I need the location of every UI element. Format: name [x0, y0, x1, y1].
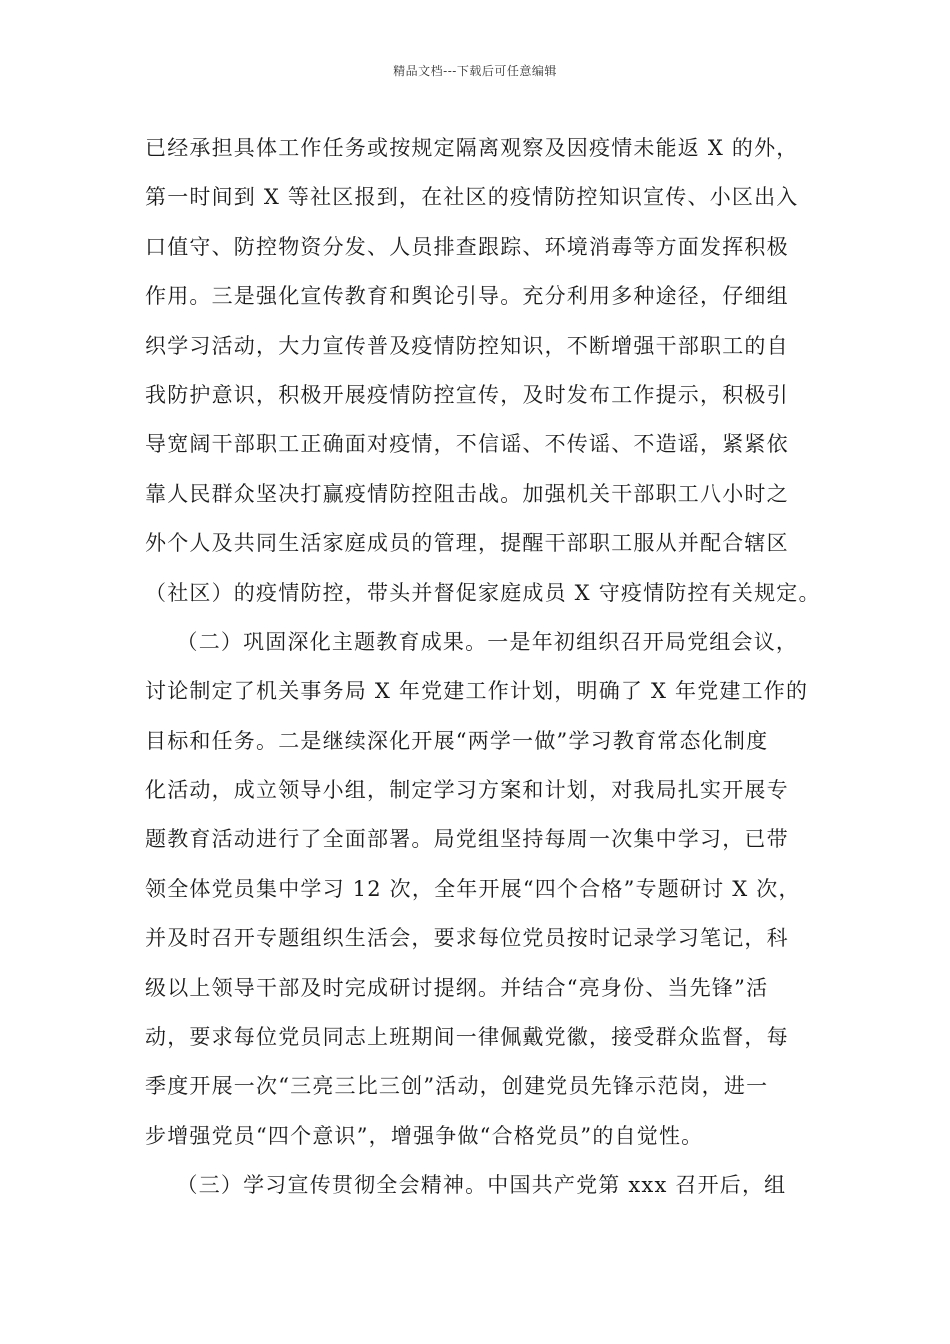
text-line: 化活动，成立领导小组，制定学习方案和计划，对我局扎实开展专 — [145, 778, 789, 803]
text-line: 已经承担具体工作任务或按规定隔离观察及因疫情未能返 X 的外， — [145, 136, 799, 160]
text-line: 题教育活动进行了全面部署。局党组坚持每周一次集中学习，已带 — [145, 827, 789, 852]
text-line: 步增强党员“四个意识”，增强争做“合格党员”的自觉性。 — [145, 1123, 704, 1148]
text-line: 外个人及共同生活家庭成员的管理，提醒干部职工服从并配合辖区 — [145, 531, 789, 556]
text-line: 作用。三是强化宣传教育和舆论引导。充分利用多种途径，仔细组 — [145, 284, 789, 309]
text-line: （社区）的疫情防控，带头并督促家庭成员 X 守疫情防控有关规定。 — [145, 580, 821, 605]
text-line: 季度开展一次“三亮三比三创”活动，创建党员先锋示范岗，进一 — [145, 1074, 769, 1099]
text-line: 并及时召开专题组织生活会，要求每位党员按时记录学习笔记，科 — [145, 926, 789, 951]
text-line: 领全体党员集中学习 12 次，全年开展“四个合格”专题研讨 X 次， — [145, 876, 801, 901]
text-line: 级以上领导干部及时完成研讨提纲。并结合“亮身份、当先锋”活 — [145, 975, 769, 1000]
text-line: 靠人民群众坚决打赢疫情防控阻击战。加强机关干部职工八小时之 — [145, 481, 789, 506]
text-line: 讨论制定了机关事务局 X 年党建工作计划，明确了 X 年党建工作的 — [145, 679, 809, 704]
text-line: 导宽阔干部职工正确面对疫情，不信谣、不传谣、不造谣，紧紧依 — [145, 432, 789, 457]
page-header: 精品文档---下载后可任意编辑 — [393, 64, 557, 78]
document-body — [145, 128, 821, 1215]
section-heading-line: （三）学习宣传贯彻全会精神。中国共产党第 xxx 召开后，组 — [145, 1173, 787, 1198]
text-line: 目标和任务。二是继续深化开展“两学一做”学习教育常态化制度 — [145, 728, 769, 753]
text-line: 口值守、防控物资分发、人员排查跟踪、环境消毒等方面发挥积极 — [145, 234, 789, 259]
text-line: 第一时间到 X 等社区报到，在社区的疫情防控知识宣传、小区出入 — [145, 185, 799, 210]
text-line: 动，要求每位党员同志上班期间一律佩戴党徽，接受群众监督，每 — [145, 1025, 789, 1050]
text-line: 织学习活动，大力宣传普及疫情防控知识，不断增强干部职工的自 — [145, 333, 789, 358]
section-heading-line: （二）巩固深化主题教育成果。一是年初组织召开局党组会议， — [145, 629, 799, 654]
text-line: 我防护意识，积极开展疫情防控宣传，及时发布工作提示，积极引 — [145, 382, 789, 407]
